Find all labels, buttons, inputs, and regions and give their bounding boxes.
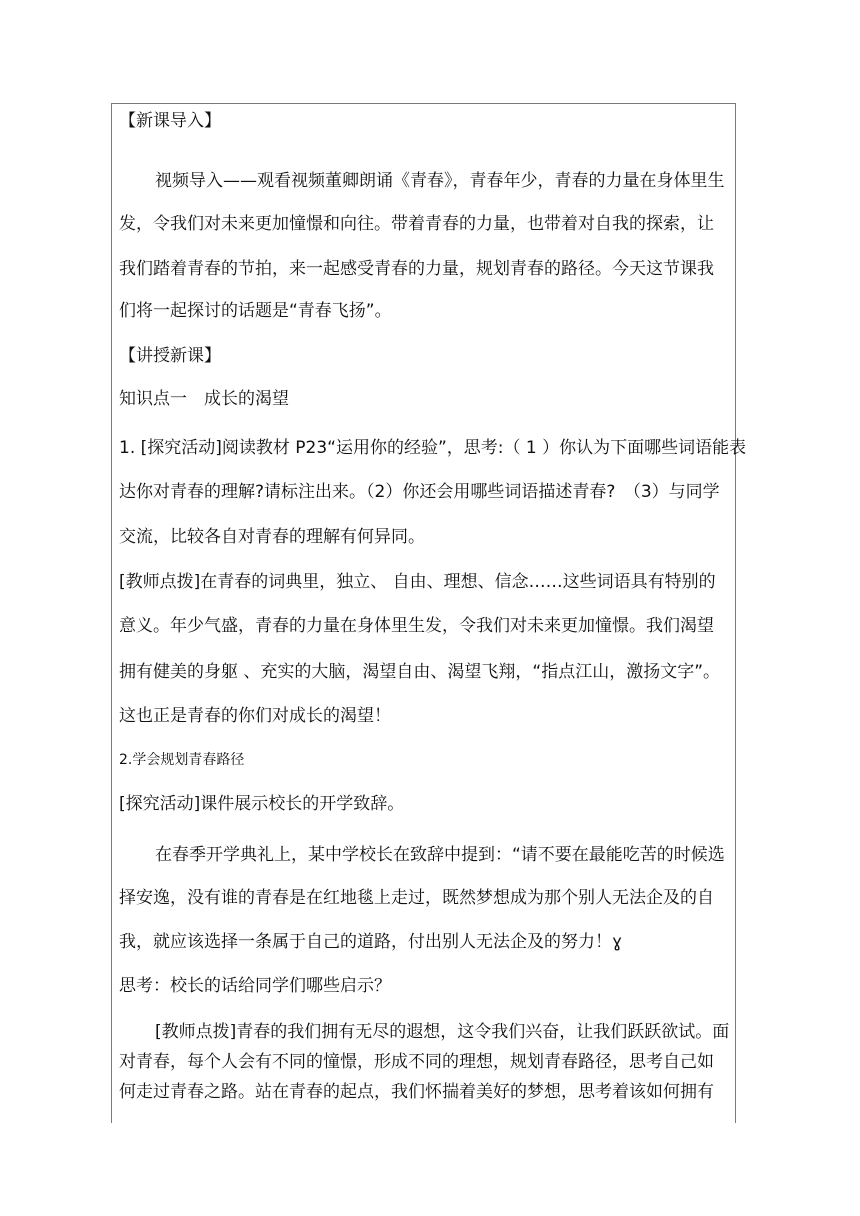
knowledge-point-title: 知识点一 成长的渴望	[119, 389, 289, 409]
paragraph-line: 对青春，每个人会有不同的憧憬，形成不同的理想，规划青春路径，思考自己如	[119, 1052, 714, 1072]
document-frame	[111, 103, 736, 1123]
paragraph-line: 拥有健美的身躯 、充实的大脑，渴望自由、渴望飞翔，“指点江山，激扬文字”。	[119, 662, 721, 682]
paragraph-line: 择安逸，没有谁的青春是在红地毯上走过，既然梦想成为那个别人无法企及的自	[119, 888, 714, 908]
paragraph-line: 这也正是青春的你们对成长的渴望！	[119, 706, 391, 726]
paragraph-line: 1. [探究活动]阅读教材 P23“运用你的经验”，思考:（ 1 ）你认为下面哪些词语能表	[119, 438, 747, 458]
paragraph-line: [探究活动]课件展示校长的开学致辞。	[119, 794, 405, 814]
paragraph-line: 发，令我们对未来更加憧憬和向往。带着青春的力量，也带着对自我的探索，让	[119, 214, 714, 234]
paragraph-line: 何走过青春之路。站在青春的起点，我们怀揣着美好的梦想，思考着该如何拥有	[119, 1082, 714, 1102]
section-heading-new-lesson: 【新课导入】	[119, 111, 221, 131]
paragraph-line: 达你对青春的理解?请标注出来。（2）你还会用哪些词语描述青春? （3）与同学	[119, 482, 720, 502]
paragraph-line: 交流，比较各自对青春的理解有何异同。	[119, 527, 425, 547]
paragraph-line: 视频导入——观看视频董卿朗诵《青春》，青春年少，青春的力量在身体里生	[155, 171, 725, 191]
section-heading-teach-new-lesson: 【讲授新课】	[119, 346, 221, 366]
paragraph-line: 我们踏着青春的节拍，来一起感受青春的力量，规划青春的路径。今天这节课我	[119, 259, 714, 279]
subsection-title: 2.学会规划青春路径	[119, 752, 245, 768]
paragraph-line: [教师点拨]在青春的词典里，独立、 自由、理想、信念……这些词语具有特别的	[119, 572, 716, 592]
paragraph-line: 在春季开学典礼上，某中学校长在致辞中提到：“请不要在最能吃苦的时候选	[155, 845, 725, 865]
question-line: 思考：校长的话给同学们哪些启示？	[119, 976, 391, 996]
paragraph-line: 们将一起探讨的话题是“青春飞扬”。	[119, 301, 392, 321]
paragraph-line: 意义。年少气盛，青春的力量在身体里生发，令我们对未来更加憧憬。我们渴望	[119, 616, 714, 636]
paragraph-line: 我，就应该选择一条属于自己的道路，付出别人无法企及的努力！ɣ	[119, 932, 623, 952]
paragraph-line: [教师点拨]青春的我们拥有无尽的遐想，这令我们兴奋，让我们跃跃欲试。面	[155, 1022, 730, 1042]
